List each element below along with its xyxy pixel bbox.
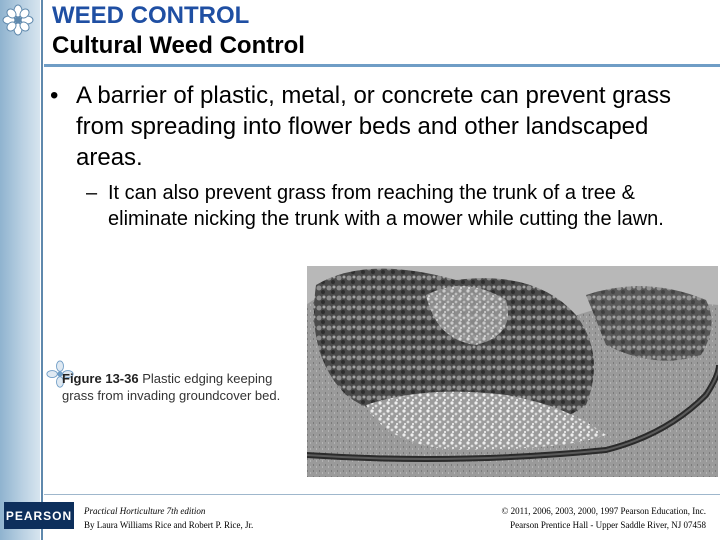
footer-divider xyxy=(44,494,720,495)
figure-frame xyxy=(306,265,719,478)
figure-label: Figure 13-36 xyxy=(62,371,139,386)
pearson-logo: PEARSON xyxy=(4,502,74,529)
sidebar-divider xyxy=(41,0,43,540)
sub-bullet xyxy=(86,180,666,232)
slide-title: Cultural Weed Control xyxy=(52,32,305,59)
section-title: WEED CONTROL xyxy=(52,2,250,29)
copyright-text: © 2011, 2006, 2003, 2000, 1997 Pearson Education, Inc. xyxy=(501,506,706,516)
book-authors: By Laura Williams Rice and Robert P. Rice, Jr. xyxy=(84,520,254,530)
main-bullet xyxy=(50,80,690,173)
bullet-dot: • xyxy=(50,82,59,109)
sub-bullet-text: It can also prevent grass from reaching the trunk of a tree & eliminate nicking the trunk with a mower while cutting the lawn. xyxy=(108,182,664,230)
publisher-text: Pearson Prentice Hall - Upper Saddle River, NJ 07458 xyxy=(510,520,706,530)
main-bullet-text: A barrier of plastic, metal, or concrete can prevent grass from spreading into flower beds and other landscaped areas. xyxy=(76,82,671,171)
footer-right xyxy=(502,504,706,532)
figure-caption xyxy=(62,370,302,404)
title-divider xyxy=(44,64,720,67)
flower-icon xyxy=(2,4,34,36)
bullet-dash: – xyxy=(86,182,98,204)
book-title: Practical Horticulture 7th edition xyxy=(84,506,206,516)
figure-caption-text: Plastic edging keeping grass from invading groundcover bed. xyxy=(62,371,281,403)
footer-left xyxy=(84,504,253,532)
left-sidebar xyxy=(0,0,40,540)
